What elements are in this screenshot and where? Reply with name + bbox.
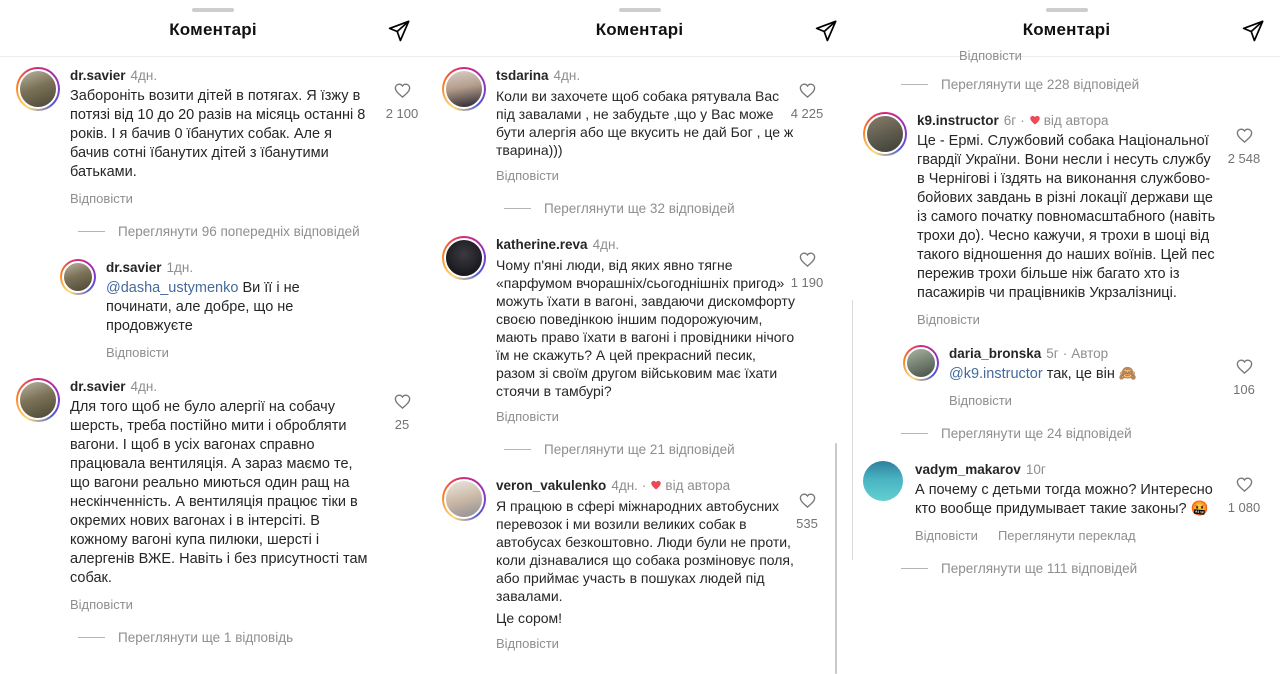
like-heart-icon[interactable] [393,81,412,100]
username-link[interactable]: katherine.reva [496,237,588,252]
like-heart-icon[interactable] [798,250,817,269]
story-ring[interactable] [16,378,60,422]
drag-handle[interactable] [192,8,234,12]
like-heart-icon[interactable] [393,392,412,411]
comment-text: @dasha_ustymenko Ви її і не починати, але добре, що не продовжуєте [106,280,300,334]
like-count[interactable]: 25 [394,417,410,432]
mention-link[interactable]: @dasha_ustymenko [106,280,239,296]
comment [442,236,853,424]
like-count[interactable]: 1 080 [1227,500,1261,515]
timestamp: 4дн. [130,68,158,83]
red-heart-icon [650,479,662,491]
story-ring[interactable] [16,67,60,111]
username-link[interactable]: tsdarina [496,68,549,83]
divider-dash [504,208,531,209]
author-badge: · Автор [1062,346,1109,361]
avatar[interactable] [865,114,905,154]
reply-button[interactable]: Відповісти [70,191,133,206]
share-button[interactable] [813,19,839,45]
timestamp: 1дн. [166,260,194,275]
like-count[interactable]: 106 [1233,382,1255,397]
like-heart-icon[interactable] [1235,475,1254,494]
reply-button[interactable]: Відповісти [917,312,980,327]
drag-handle[interactable] [1046,8,1088,12]
comment [863,112,1280,327]
share-icon [814,19,838,43]
story-ring[interactable] [903,345,939,381]
avatar[interactable] [18,380,58,420]
comment [863,461,1280,543]
view-replies-button[interactable]: Переглянути ще 228 відповідей [901,77,1280,92]
reply-button[interactable]: Відповісти [496,636,559,651]
comment [442,477,853,651]
view-replies-button[interactable]: Переглянути ще 1 відповідь [78,630,426,645]
timestamp: 5г [1046,346,1059,361]
avatar[interactable] [444,479,484,519]
comment-reply [60,259,426,360]
divider-dash [78,231,105,232]
share-icon [1241,19,1265,43]
sheet-title: Коментарі [169,20,257,39]
timestamp: 4дн. [130,379,158,394]
username-link[interactable]: dr.savier [70,379,126,394]
liked-by-author-badge: · від автора [641,478,731,493]
username-link[interactable]: k9.instructor [917,113,999,128]
comment-text: Це - Ермі. Службовий собака Національної гвардії України. Вони несли і несуть службу в Чернігові і їздять на виконання службово-бойових завдань в різні локації держави ще із самого початку повномасштабного (навіть трохи до). Чесно кажучи, я трохи в шоці від такого відношення до наших воїнів. Цей пес пережив трохи більше ніж багато хто із пасажирів чи працівників Укрзалізниці. [917,133,1216,301]
share-icon [387,19,411,43]
view-replies-button[interactable]: Переглянути ще 21 відповідей [504,442,853,457]
screenshot-seam [852,300,853,560]
comment-text: Для того щоб не було алергії на собачу шерсть, треба постійно мити і обробляти вагони. І щоб в усіх вагонах справно працювала вентиляція. А зараз маємо те, що вагони реально миються один ращ на нескінченність. А вентиляція працює тіки в окремих нових вагонах і в інтерсіті. В кожному вагоні купа пилюки, шерсті і алергенів ВЖЕ. Навіть і без присутності там собак. [70,399,368,586]
username-link[interactable]: veron_vakulenko [496,478,607,493]
reply-button[interactable]: Відповісти [949,393,1012,408]
like-heart-icon[interactable] [1235,357,1254,376]
comment-text: А почему с детьми тогда можно? Интересно кто вообще придумывает такие законы? 🤬 [915,482,1213,517]
view-replies-button[interactable]: Переглянути ще 111 відповідей [901,561,1280,576]
divider-dash [78,637,105,638]
timestamp: 4дн. [592,237,620,252]
comment-text-paragraph2: Це сором! [496,610,563,626]
like-count[interactable]: 4 225 [790,106,824,121]
sheet-header [426,0,853,57]
timestamp: 10г [1025,462,1046,477]
share-button[interactable] [386,19,412,45]
comment-reply [903,345,1280,408]
timestamp: 4дн. [611,478,638,493]
sheet-header [853,0,1280,57]
comment [442,67,853,183]
like-heart-icon[interactable] [798,491,817,510]
comments-sheet-right [853,0,1280,674]
divider-dash [504,449,531,450]
avatar[interactable] [905,347,937,379]
drag-handle[interactable] [619,8,661,12]
reply-button[interactable]: Відповісти [106,345,169,360]
comment-text: Я працюю в сфері міжнародних автобусних перевозок і ми возили великих собак в автобусах безкоштовно. Люди були не проти, коли дізнавалися що собака розміновує поля, або приймає участь в пошуках людей під завалами. [496,498,794,604]
reply-button[interactable]: Відповісти [70,597,133,612]
reply-button[interactable]: Відповісти [496,409,559,424]
avatar[interactable] [62,261,94,293]
comments-sheet-middle [426,0,853,674]
avatar[interactable] [18,69,58,109]
avatar[interactable] [444,69,484,109]
view-replies-button[interactable]: Переглянути ще 24 відповідей [901,426,1280,441]
reply-button[interactable]: Відповісти [496,168,559,183]
like-heart-icon[interactable] [798,81,817,100]
view-replies-button[interactable]: Переглянути ще 32 відповідей [504,201,853,216]
comment-text: @k9.instructor так, це він 🙈 [949,366,1137,382]
sheet-title: Коментарі [595,20,684,39]
view-replies-button[interactable]: Переглянути 96 попередніх відповідей [78,224,426,239]
like-count[interactable]: 535 [796,516,818,531]
avatar[interactable] [444,238,484,278]
username-link[interactable]: daria_bronska [949,346,1042,361]
divider-dash [901,568,928,569]
comments-sheet-left [0,0,426,674]
story-ring[interactable] [442,477,486,521]
scrollbar[interactable] [835,443,837,674]
sheet-title: Коментарі [1022,20,1111,39]
story-ring[interactable] [442,236,486,280]
comment [16,67,426,206]
see-translation-button[interactable]: Переглянути переклад [997,528,1136,543]
clipped-reply-label: Відповісти [959,48,1022,63]
comment [16,378,426,612]
username-link[interactable]: vadym_makarov [915,462,1021,477]
avatar[interactable] [863,461,903,501]
username-link[interactable]: dr.savier [106,260,162,275]
timestamp: 4дн. [553,68,581,83]
divider-dash [901,433,928,434]
like-heart-icon[interactable] [1235,126,1254,145]
share-button[interactable] [1240,19,1266,45]
username-link[interactable]: dr.savier [70,68,126,83]
red-heart-icon [1029,114,1041,126]
comment-text: Коли ви захочете щоб собака рятувала Вас під завалами , не забудьте ,що у Вас може бути алергія або ще вкусить не дай Бог , це ж тварина))) [496,88,794,158]
like-count[interactable]: 1 190 [790,275,824,290]
comment-text: Забороніть возити дітей в потягах. Я їзжу в потязі від 10 до 20 разів на місяць останні 8 років. І я бачив 0 їбанутих собак. Але я бачив сотні їбанутих дітей з їбанутими батьками. [70,88,366,180]
mention-link[interactable]: @k9.instructor [949,366,1043,382]
timestamp: 6г [1003,113,1017,128]
story-ring[interactable] [442,67,486,111]
like-count[interactable]: 2 100 [385,106,419,121]
story-ring[interactable] [60,259,96,295]
story-ring[interactable] [863,112,907,156]
avatar-photo [863,461,903,501]
divider-dash [901,84,928,85]
sheet-header [0,0,426,57]
reply-button[interactable]: Відповісти [915,528,978,543]
comment-text: Чому п'яні люди, від яких явно тягне «парфумом вчорашніх/сьогоднішніх пригод» можуть їхати в вагоні, завдаючи дискомфорту своєю поведінкою іншим подорожуючим, мають право їхати в вагоні і провідники нічого їм не скажуть? А цей прекрасний песик, разом зі своїм другом військовим має їхати стоячи в тамбурі? [496,257,795,399]
like-count[interactable]: 2 548 [1227,151,1261,166]
liked-by-author-badge: · від автора [1020,113,1109,128]
